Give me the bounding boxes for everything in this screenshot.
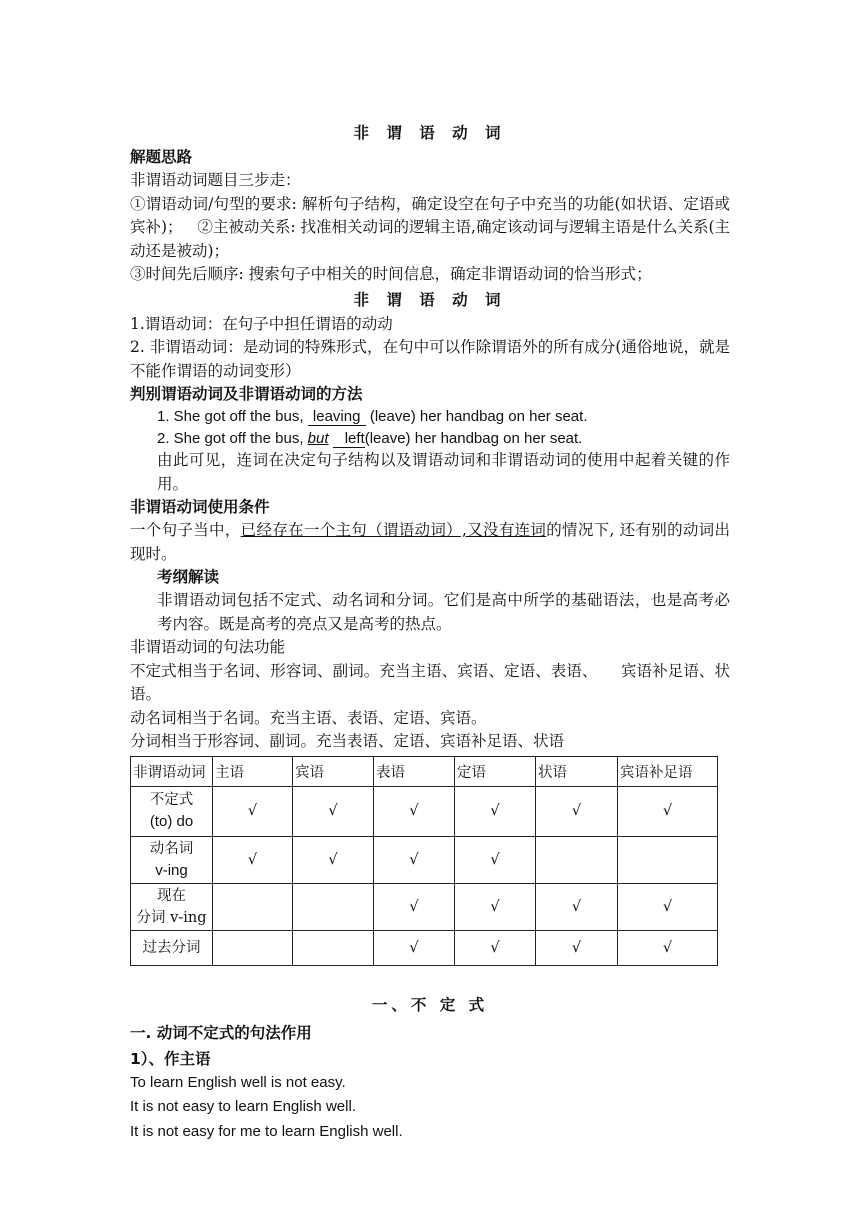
approach-intro: 非谓语动词题目三步走： [130,171,301,189]
table-cell: √ [455,836,536,883]
page-title: 非 谓 语 动 词 [353,124,507,142]
function-heading: 非谓语动词的句法功能 [130,638,286,656]
table-cell [213,883,293,930]
table-cell [293,883,374,930]
example-sentence: To learn English well is not easy. [130,1073,346,1091]
document-page [130,120,730,1144]
row-label-line: (to) do [149,813,194,831]
table-header: 非谓语动词 [131,756,213,786]
example-2-suffix: (leave) her handbag on her seat. [364,429,583,447]
table-cell: √ [374,786,455,836]
example-sentence: It is not easy to learn English well. [130,1098,356,1115]
table-cell: √ [374,836,455,883]
participle-function: 分词相当于形容词、副词。充当表语、定语、宾语补足语、状语 [130,732,565,750]
condition-suffix: 的情况下, 还有别的动词出现时。 [130,521,730,563]
row-label-line: 不定式 [149,792,194,809]
definition-2: 2. 非谓语动词：是动词的特殊形式，在句中可以作除谓语外的所有成分(通俗地说，就是不能作谓语的动词变形） [130,338,730,380]
approach-step-1-2 [130,193,730,264]
condition-prefix: 一个句子当中， [130,521,241,539]
example-2 [130,428,730,450]
definition-1: 1.谓语动词：在句子中担任谓语的动动 [130,314,393,333]
table-header: 主语 [213,756,293,786]
table-cell: √ [536,786,618,836]
example-1-prefix: 1. She got off the bus, [157,408,308,425]
row-label [131,786,213,836]
step-1: ①谓语动词/句型的要求: 解析句子结构，确定设空在句子中充当的功能(如状语、定语或宾补)； [130,194,730,236]
example-2-prefix: 2. She got off the bus, [157,429,308,447]
table-header: 状语 [536,756,618,786]
table-cell [618,836,718,883]
table-cell: √ [213,836,293,883]
exam-text: 非谓语动词包括不定式、动名词和分词。它们是高中所学的基础语法，也是高考必考内容。既是高考的亮点又是高考的热点。 [157,591,730,633]
example-1-suffix: (leave) her handbag on her seat. [365,408,588,425]
table-row [131,836,718,883]
table-header-row [131,756,718,786]
table-header: 表语 [374,756,455,786]
table-row [131,883,718,930]
method-heading: 判别谓语动词及非谓语动词的方法 [130,385,363,403]
example-2-conjunction: but [307,429,329,447]
example-sentence: It is not easy for me to learn English well. [130,1122,403,1140]
row-label [131,930,213,965]
table-header: 定语 [455,756,536,786]
point-1-heading: 1）、作主语 [130,1049,211,1068]
table-cell [213,930,293,965]
infinitive-function: 不定式相当于名词、形容词、副词。充当主语、宾语、定语、表语、 宾语补足语、状语。 [130,661,730,703]
gerund-function: 动名词相当于名词。充当主语、表语、定语、宾语。 [130,708,487,727]
function-table [130,756,718,966]
row-label-line: 过去分词 [142,939,201,956]
step-2: ②主被动关系: 找准相关动词的逻辑主语,确定该动词与逻辑主语是什么关系(主动还是被动)； [130,218,730,260]
example-2-answer: left [333,431,365,448]
table-cell: √ [374,883,455,930]
condition-heading: 非谓语动词使用条件 [130,498,270,516]
syntax-function-heading: 一. 动词不定式的句法作用 [130,1023,312,1042]
condition-underlined: 已经存在一个主句（谓语动词）,又没有连词 [240,521,547,539]
approach-step-3: ③时间先后顺序: 搜索句子中相关的时间信息，确定非谓语动词的恰当形式； [130,265,652,283]
row-label-line: 现在 [157,887,186,904]
table-row [131,786,718,836]
table-cell: √ [618,930,718,965]
row-label-line: 分词 v-ing [136,909,207,926]
table-cell: √ [536,883,618,930]
table-cell: √ [455,786,536,836]
table-cell: √ [455,883,536,930]
table-row [131,930,718,965]
example-1-answer: leaving [308,409,366,426]
table-cell: √ [618,786,718,836]
conclusion-text: 由此可见，连词在决定句子结构以及谓语动词和非谓语动词的使用中起着关键的作用。 [157,451,730,493]
example-1 [130,406,730,428]
table-cell: √ [213,786,293,836]
table-cell: √ [455,930,536,965]
section-title-2: 非 谓 语 动 词 [353,290,507,309]
row-label-line: v-ing [155,861,188,879]
table-cell: √ [618,883,718,930]
table-cell: √ [374,930,455,965]
table-cell: √ [293,786,374,836]
row-label [131,883,213,930]
table-header: 宾语 [293,756,374,786]
table-header: 宾语补足语 [618,756,718,786]
row-label [131,836,213,883]
table-cell: √ [536,930,618,965]
table-cell [293,930,374,965]
row-label-line: 动名词 [149,840,194,857]
infinitive-section-title: 一、不 定 式 [371,995,489,1014]
exam-heading: 考纲解读 [157,568,220,586]
approach-heading: 解题思路 [130,148,193,166]
table-cell [536,836,618,883]
table-cell: √ [293,836,374,883]
condition-text [130,519,730,566]
